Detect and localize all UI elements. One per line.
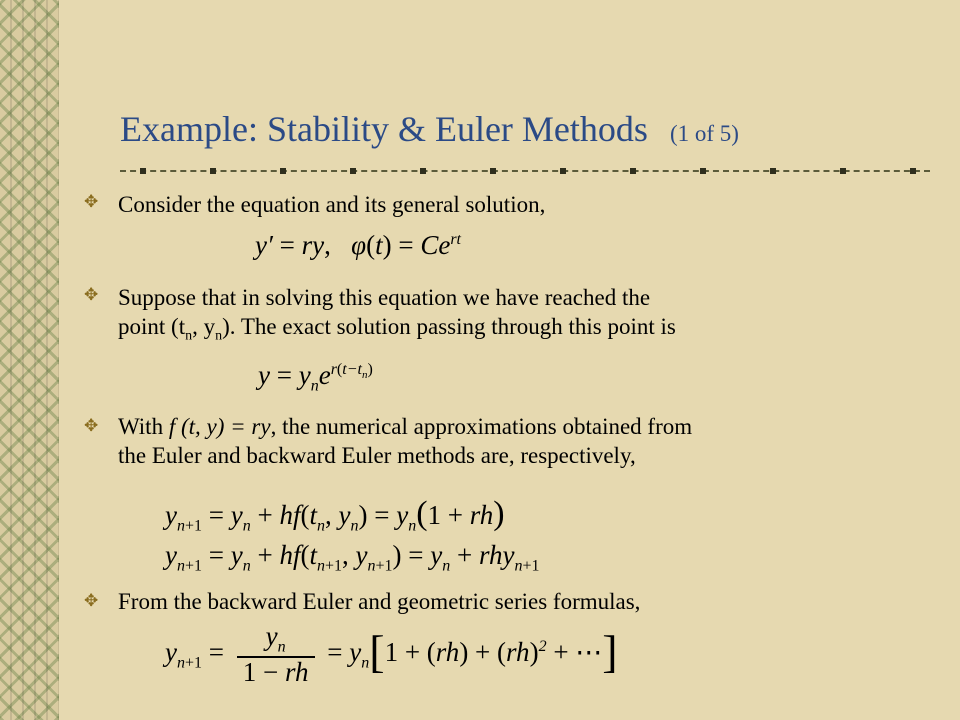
bullet-3-text [118,412,918,470]
title-divider [120,166,930,176]
dagger-ornament-icon: ✥ [84,591,99,610]
equation-2: $y = y_ne^{r(t-t_n)}$ [258,360,373,395]
bullet-4-text: From the backward Euler and geometric series formulas, [118,589,641,614]
bullet-3-line-2: the Euler and backward Euler methods are, respectively, [118,443,636,468]
title-main: Example: Stability & Euler Methods [120,109,648,149]
decorative-side-band [0,0,59,720]
dagger-ornament-icon: ✥ [84,192,99,211]
bullet-3-line-1: With f (t, y) = ry, the numerical approximations obtained from [118,414,693,439]
equation-4: $y_{n+1} = y_n + hf(t_{n+1}$, $y_{n+1}) = y_n + rhy_{n+1}$ [165,540,540,575]
dagger-ornament-icon: ✥ [84,416,99,435]
bullet-1-text: Consider the equation and its general solution, [118,192,546,217]
equation-5: $y_{n+1}$ = $\frac{y_n}{1 - rh}$ = $y_n[1 + (rh) + (rh)^2$ + ⋯] [165,621,618,687]
bullet-2-text [118,283,918,351]
bullet-2-line-1: Suppose that in solving this equation we have reached the [118,285,651,310]
slide-title [120,108,920,150]
title-page-counter: (1 of 5) [669,121,739,146]
equation-1: y′ = ry, $\varphi(t) = Ce^{rt}$ [255,230,461,260]
bullet-2-line-2: point ($t_n$, $y_n$). The exact solution passing through this point is [118,314,676,344]
dagger-ornament-icon: ✥ [84,285,99,304]
equation-3: $y_{n+1} = y_n + hf(t_n$, $y_n) = y_n(1 + rh)$ [165,495,505,535]
